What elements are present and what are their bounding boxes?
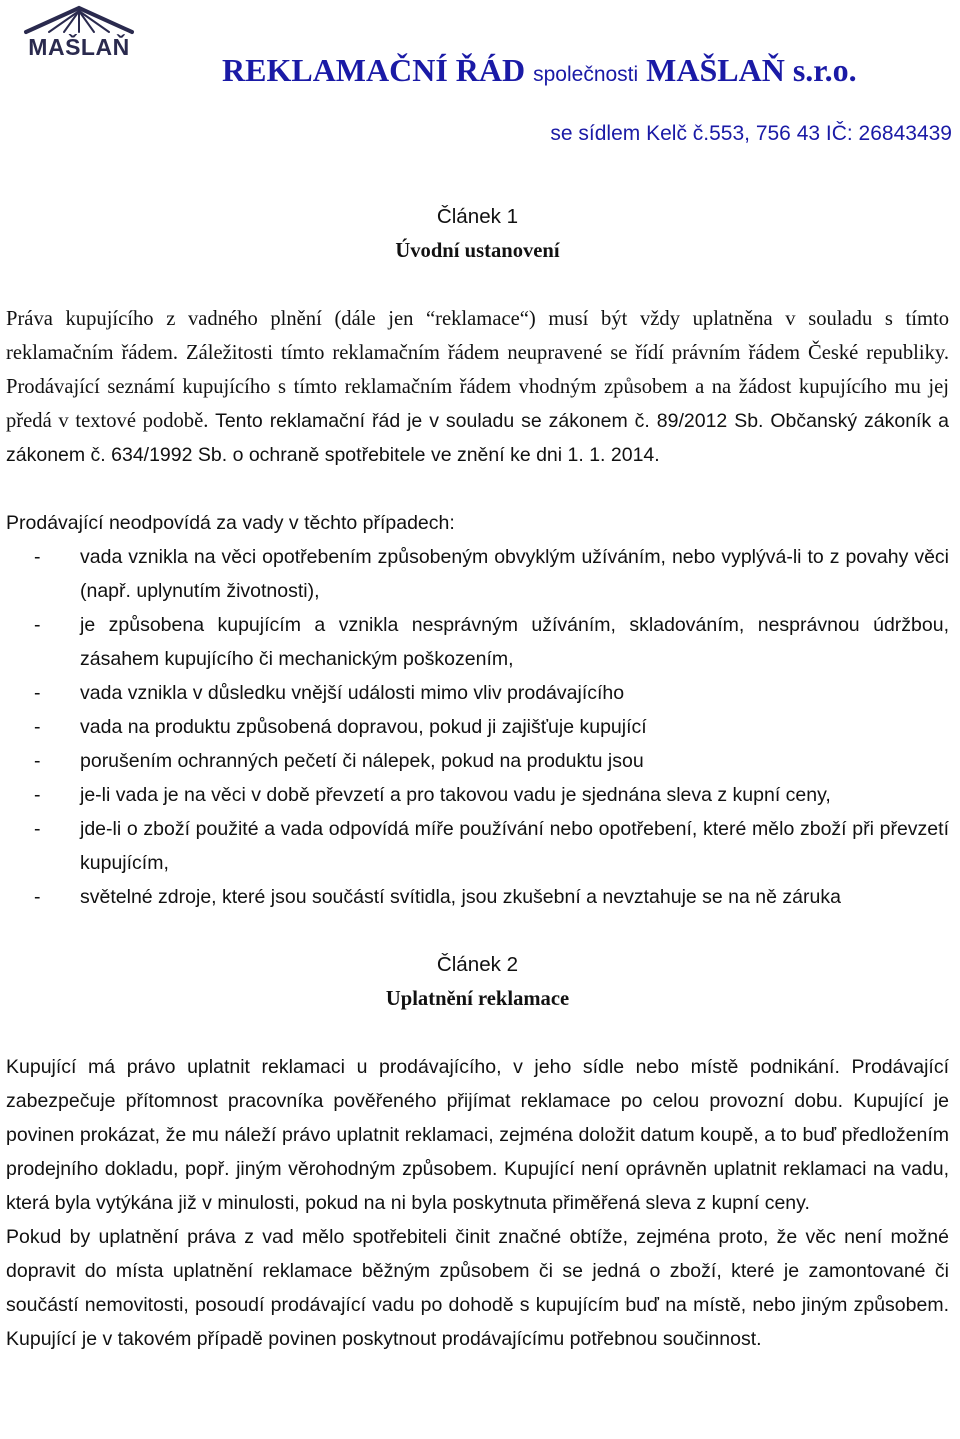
- article-1-title: Úvodní ustanovení: [395, 240, 560, 262]
- list-item: - je způsobena kupujícím a vznikla nesprávným užíváním, skladováním, nesprávnou údržbou, zásahem kupujícího či mechanickým poškozením,: [6, 608, 949, 676]
- list-item: - vada na produktu způsobená dopravou, pokud ji zajišťuje kupující: [6, 710, 949, 744]
- article-2-paragraph-2: Pokud by uplatnění práva z vad mělo spotřebiteli činit značné obtíže, zejména proto, že věc není možné dopravit do místa uplatnění reklamace běžným způsobem či se jedná o zboží, které je zamontované či součástí nemovitosti, posoudí prodávající vadu po dohodě s kupujícím buď na místě, nebo jiným způsobem. Kupující je v takovém případě povinen poskytnout prodávajícímu potřebnou součinnost.: [6, 1226, 949, 1350]
- article-1-paragraph-part-1: Práva kupujícího z vadného plnění (dále jen “reklamace“) musí být vždy uplatněna v souladu s tímto reklamačním řádem. Záležitosti tímto reklamačním řádem neupravené se řídí právním řádem České republiky. Prodávající seznámí kupujícího s tímto reklamačním řádem vhodným způsobem a na žádost kupujícího mu jej předá v textové podobě.: [6, 308, 949, 432]
- title-company: MAŠLAŇ s.r.o.: [646, 52, 857, 88]
- title-small: společnosti: [533, 63, 639, 86]
- list-item: - světelné zdroje, které jsou součástí svítidla, jsou zkušební a nevztahuje se na ně záruka: [6, 880, 949, 914]
- article-2-number: Článek 2: [436, 953, 519, 976]
- list-item: - porušením ochranných pečetí či nálepek, pokud na produktu jsou: [6, 744, 949, 778]
- article-2-title: Uplatnění reklamace: [385, 988, 570, 1010]
- exclusions-intro: Prodávající neodpovídá za vady v těchto případech:: [6, 512, 455, 534]
- list-item: - vada vznikla na věci opotřebením způsobeným obvyklým užíváním, nebo vyplývá-li to z povahy věci (např. uplynutím životnosti),: [6, 540, 949, 608]
- exclusions-list: [6, 540, 949, 914]
- document-body: [6, 200, 949, 1356]
- article-2-paragraph-1: Kupující má právo uplatnit reklamaci u prodávajícího, v jeho sídle nebo místě podnikání. Prodávající zabezpečuje přítomnost pracovníka pověřeného přijímat reklamace po celou provozní dobu. Kupující je povinen prokázat, že mu náleží právo uplatnit reklamaci, zejména doložit datum koupě, a to buď předložením prodejního dokladu, popř. jiným věrohodným způsobem. Kupující není oprávněn uplatnit reklamaci na vadu, která byla vytýkána již v minulosti, pokud na ni byla poskytnuta přiměřená sleva z kupní ceny.: [6, 1056, 949, 1214]
- article-1-number: Článek 1: [436, 205, 519, 228]
- list-item: - vada vznikla v důsledku vnější události mimo vliv prodávajícího: [6, 676, 949, 710]
- article-1-paragraph: [6, 302, 949, 472]
- company-address: se sídlem Kelč č.553, 756 43 IČ: 26843439: [550, 122, 952, 145]
- list-item: - je-li vada je na věci v době převzetí a pro takovou vadu je sjednána sleva z kupní ceny,: [6, 778, 949, 812]
- document-title: [222, 52, 857, 89]
- title-main: REKLAMAČNÍ ŘÁD: [222, 52, 526, 88]
- logo-text: MAŠLAŇ: [28, 34, 130, 60]
- list-item: - jde-li o zboží použité a vada odpovídá míře používání nebo opotřebení, které mělo zboží při převzetí kupujícím,: [6, 812, 949, 880]
- article-1-paragraph-part-2: Tento reklamační řád je v souladu se zákonem č. 89/2012 Sb. Občanský zákoník a zákonem č. 634/1992 Sb. o ochraně spotřebitele ve znění ke dni 1. 1. 2014.: [6, 410, 949, 466]
